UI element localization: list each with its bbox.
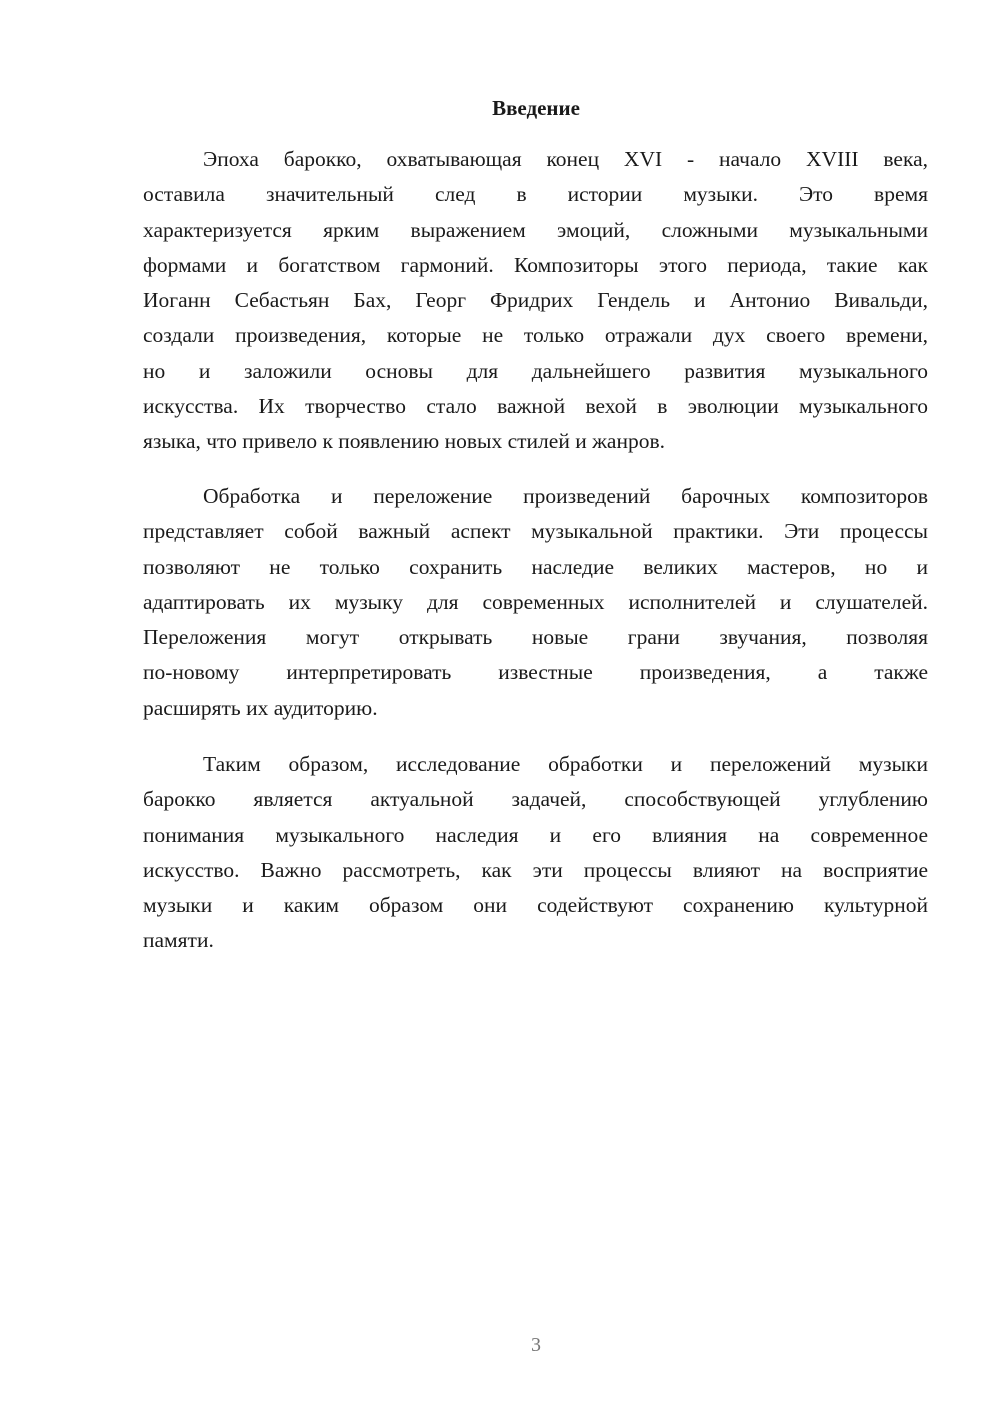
text-line: Переложения могут открывать новые грани звучания, позволяя bbox=[143, 625, 928, 650]
text-line: музыки и каким образом они содействуют сохранению культурной bbox=[143, 893, 928, 918]
text-line: искусства. Их творчество стало важной вехой в эволюции музыкального bbox=[143, 394, 928, 419]
text-line: оставила значительный след в истории музыки. Это время bbox=[143, 182, 928, 207]
paragraph bbox=[143, 747, 928, 959]
text-line: языка, что привело к появлению новых стилей и жанров. bbox=[143, 429, 666, 454]
text-line: характеризуется ярким выражением эмоций, сложными музыкальными bbox=[143, 217, 928, 242]
text-line: представляет собой важный аспект музыкальной практики. Эти процессы bbox=[143, 519, 928, 544]
text-line: формами и богатством гармоний. Композиторы этого периода, такие как bbox=[143, 252, 928, 277]
text-line: барокко является актуальной задачей, способствующей углублению bbox=[143, 787, 928, 812]
text-line: Таким образом, исследование обработки и переложений музыки bbox=[203, 752, 928, 776]
text-line: памяти. bbox=[143, 928, 214, 953]
text-line: искусство. Важно рассмотреть, как эти процессы влияют на восприятие bbox=[143, 857, 928, 882]
text-line: позволяют не только сохранить наследие великих мастеров, но и bbox=[143, 554, 928, 579]
text-line: Иоганн Себастьян Бах, Георг Фридрих Гендель и Антонио Вивальди, bbox=[143, 288, 928, 313]
text-line: по-новому интерпретировать известные произведения, а также bbox=[143, 660, 928, 685]
text-line: но и заложили основы для дальнейшего развития музыкального bbox=[143, 358, 928, 383]
page-number: 3 bbox=[531, 1334, 541, 1356]
section-heading: Введение bbox=[492, 96, 580, 120]
text-line: Эпоха барокко, охватывающая конец XVI - начало XVIII века, bbox=[203, 147, 928, 171]
text-line: создали произведения, которые не только отражали дух своего времени, bbox=[143, 323, 928, 348]
text-line: адаптировать их музыку для современных исполнителей и слушателей. bbox=[143, 589, 928, 614]
paragraph bbox=[143, 142, 928, 460]
text-line: понимания музыкального наследия и его влияния на современное bbox=[143, 822, 928, 847]
paragraph bbox=[143, 479, 928, 726]
text-line: расширять их аудиторию. bbox=[143, 695, 378, 720]
text-line: Обработка и переложение произведений барочных композиторов bbox=[203, 484, 928, 508]
